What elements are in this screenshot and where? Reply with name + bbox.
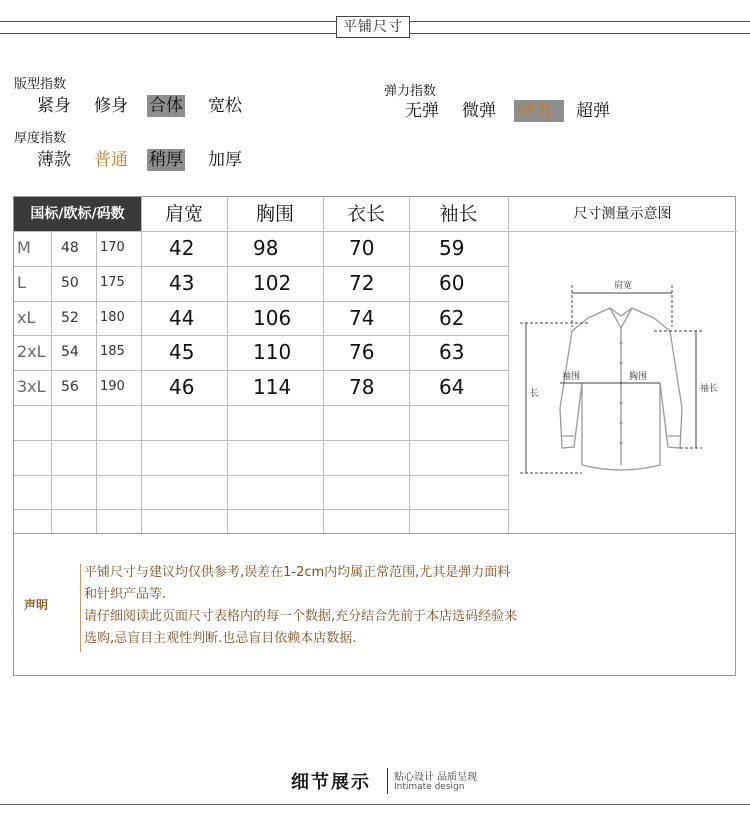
- table-cell: 190: [100, 379, 125, 395]
- table-cell: 56: [61, 379, 79, 396]
- thickness-option-thin: 薄款: [37, 150, 71, 170]
- table-row-divider: [14, 509, 508, 510]
- table-cell: 74: [349, 305, 375, 330]
- table-column-divider: [409, 197, 410, 533]
- table-cell: 106: [253, 305, 292, 330]
- table-cell: 42: [169, 236, 195, 260]
- fit-index-label: 版型指数: [14, 77, 67, 92]
- table-cell: L: [17, 272, 26, 292]
- statement-line: 平铺尺寸与建议均仅供参考,误差在1-2cm内均属正常范围,尤其是弹力面料: [84, 565, 511, 580]
- table-cell: 110: [253, 340, 292, 365]
- table-cell: 175: [100, 274, 125, 290]
- statement-line: 和针织产品等.: [84, 587, 167, 602]
- thickness-option-normal: 普通: [94, 150, 128, 170]
- table-cell: 43: [169, 270, 195, 295]
- fit-option-regular: 合体: [149, 96, 183, 116]
- size-table: [13, 196, 736, 534]
- table-cell: xL: [17, 307, 36, 327]
- footer-title: 细节展示: [291, 772, 371, 793]
- diagram-label-chest: 胸围: [629, 372, 648, 382]
- table-column-divider: [508, 197, 509, 533]
- table-row-divider: [14, 405, 508, 406]
- table-row-divider: [14, 475, 508, 476]
- table-column-divider: [96, 231, 97, 533]
- footer-line: [0, 804, 750, 805]
- header-chest: 胸围: [255, 203, 294, 225]
- thickness-option-thick: 加厚: [208, 150, 242, 170]
- fit-option-loose: 宽松: [208, 96, 242, 116]
- fit-option-tight: 紧身: [37, 96, 71, 116]
- table-column-divider: [227, 197, 228, 533]
- footer-subtitle-cn: 贴心设计 品质呈现: [394, 772, 478, 783]
- table-column-divider: [141, 197, 142, 533]
- statement-line: 选购,忌盲目主观性判断.也忌盲目依赖本店数据.: [84, 631, 357, 646]
- table-cell: 76: [349, 340, 375, 365]
- table-cell: 170: [100, 240, 125, 255]
- fit-option-slim: 修身: [94, 96, 128, 116]
- header-sleeve: 袖长: [439, 203, 478, 225]
- table-cell: 54: [61, 344, 79, 361]
- table-cell: 60: [439, 270, 465, 295]
- diagram-label-sleeve-length: 袖长: [700, 384, 719, 394]
- table-cell: 45: [169, 340, 195, 365]
- footer-separator: [387, 768, 388, 794]
- table-cell: 50: [61, 274, 79, 291]
- diagram-label-sleeve-width: 袖围: [562, 372, 581, 382]
- header-shoulder: 肩宽: [164, 203, 203, 225]
- header-size-code: 国标/欧标/码数: [14, 197, 141, 231]
- footer-subtitle-en: Intimate design: [394, 782, 465, 792]
- table-cell: 70: [349, 236, 375, 260]
- statement-label: 声明: [24, 598, 49, 612]
- header-length: 衣长: [346, 203, 385, 225]
- table-cell: M: [17, 238, 31, 257]
- table-cell: 180: [100, 309, 125, 325]
- table-cell: 62: [439, 305, 465, 330]
- elasticity-option-super: 超弹: [576, 101, 610, 121]
- table-cell: 46: [169, 375, 195, 400]
- elasticity-option-stretch: 弹力: [514, 100, 564, 122]
- table-cell: 52: [61, 309, 79, 326]
- elasticity-index-label: 弹力指数: [384, 84, 437, 99]
- measurement-diagram: [510, 233, 735, 531]
- statement-text: [84, 562, 604, 650]
- table-column-divider: [323, 197, 324, 533]
- thickness-index-label: 厚度指数: [14, 131, 67, 146]
- section-title: 平铺尺寸: [336, 16, 410, 38]
- table-cell: 98: [253, 236, 279, 260]
- table-cell: 2xL: [17, 342, 46, 362]
- statement-box: [13, 533, 736, 676]
- header-diagram: 尺寸测量示意图: [573, 206, 672, 222]
- table-cell: 63: [439, 340, 465, 365]
- table-cell: 102: [253, 270, 292, 295]
- statement-line: 请仔细阅读此页面尺寸表格内的每一个数据,充分结合先前于本店选码经验来: [84, 609, 518, 624]
- table-cell: 72: [349, 270, 375, 295]
- elasticity-option-none: 无弹: [405, 101, 439, 121]
- table-cell: 3xL: [17, 377, 46, 397]
- table-cell: 44: [169, 305, 195, 330]
- table-column-divider: [51, 231, 52, 533]
- thickness-option-thicker: 稍厚: [149, 150, 183, 170]
- diagram-label-length: 长: [530, 389, 540, 399]
- table-cell: 64: [439, 375, 465, 400]
- diagram-label-shoulder: 肩宽: [614, 281, 633, 291]
- statement-divider: [80, 564, 81, 652]
- table-cell: 78: [349, 375, 375, 400]
- table-cell: 185: [100, 344, 125, 360]
- table-cell: 48: [61, 240, 79, 256]
- table-row-divider: [14, 440, 508, 441]
- table-cell: 59: [439, 236, 465, 260]
- table-cell: 114: [253, 375, 292, 400]
- elasticity-option-slight: 微弹: [462, 101, 496, 121]
